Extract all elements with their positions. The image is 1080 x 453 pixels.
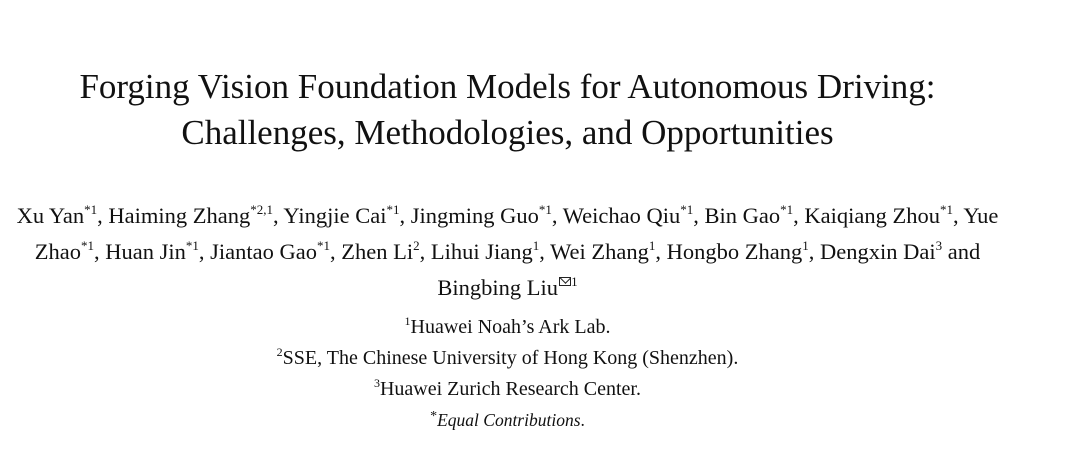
paper-title [0,64,1015,156]
affiliation: $^1$Huawei Noah’s Ark Lab. [404,314,611,338]
title-line-1: Forging Vision Foundation Models for Autonomous Driving: [79,67,936,106]
author: Haiming Zhang$^{*2,1}$ [108,202,273,228]
author: Wei Zhang$^1$ [550,238,656,264]
envelope-icon [559,277,571,286]
author: Weichao Qiu$^{*1}$ [562,202,694,228]
author: Huan Jin$^{*1}$ [105,238,199,264]
author: Zhen Li$^2$ [341,238,420,264]
author-corresponding: Bingbing Liu $^1$ [437,274,578,300]
title-line-2: Challenges, Methodologies, and Opportunities [181,113,834,152]
author: Kaiqiang Zhou$^{*1}$ [804,202,953,228]
author: Dengxin Dai$^3$ [819,238,943,264]
affiliation: $^3$Huawei Zurich Research Center. [373,376,641,400]
author: Jiantao Gao$^{*1}$ [210,238,330,264]
author: Yue Zhao$^{*1}$ [34,203,999,264]
affiliation-list [0,313,1015,437]
author: Lihui Jiang$^1$ [430,238,540,264]
author: Hongbo Zhang$^1$ [666,238,809,264]
affiliation: $^2$SSE, The Chinese University of Hong Kong (Shenzhen). [276,345,739,369]
author-conjunction: and [947,239,981,264]
author: Xu Yan$^{*1}$ [16,202,98,228]
author: Jingming Guo$^{*1}$ [410,202,552,228]
author: Yingjie Cai$^{*1}$ [283,202,400,228]
equal-contribution-note: *Equal Contributions. [430,409,585,430]
author-list: Xu Yan$^{*1}$, Haiming Zhang$^{*2,1}$, Yingjie Cai$^{*1}$, Jingming Guo$^{*1}$, Weichao Qiu$^{*1}$, Bin Gao$^{*1}$, Kaiqiang Zhou$^{*1}$, Yue Zhao$^{*1}$, Huan Jin$^{*1}$, Jiantao Gao$^{*1}$, Zhen Li$^2$, Lihui Jiang$^1$, Wei Zhang$^1$, Hongbo Zhang$^1$, Dengxin Dai$^3$ and Bingbing Liu $^1$ [16,202,999,300]
author: Bin Gao$^{*1}$ [704,202,794,228]
